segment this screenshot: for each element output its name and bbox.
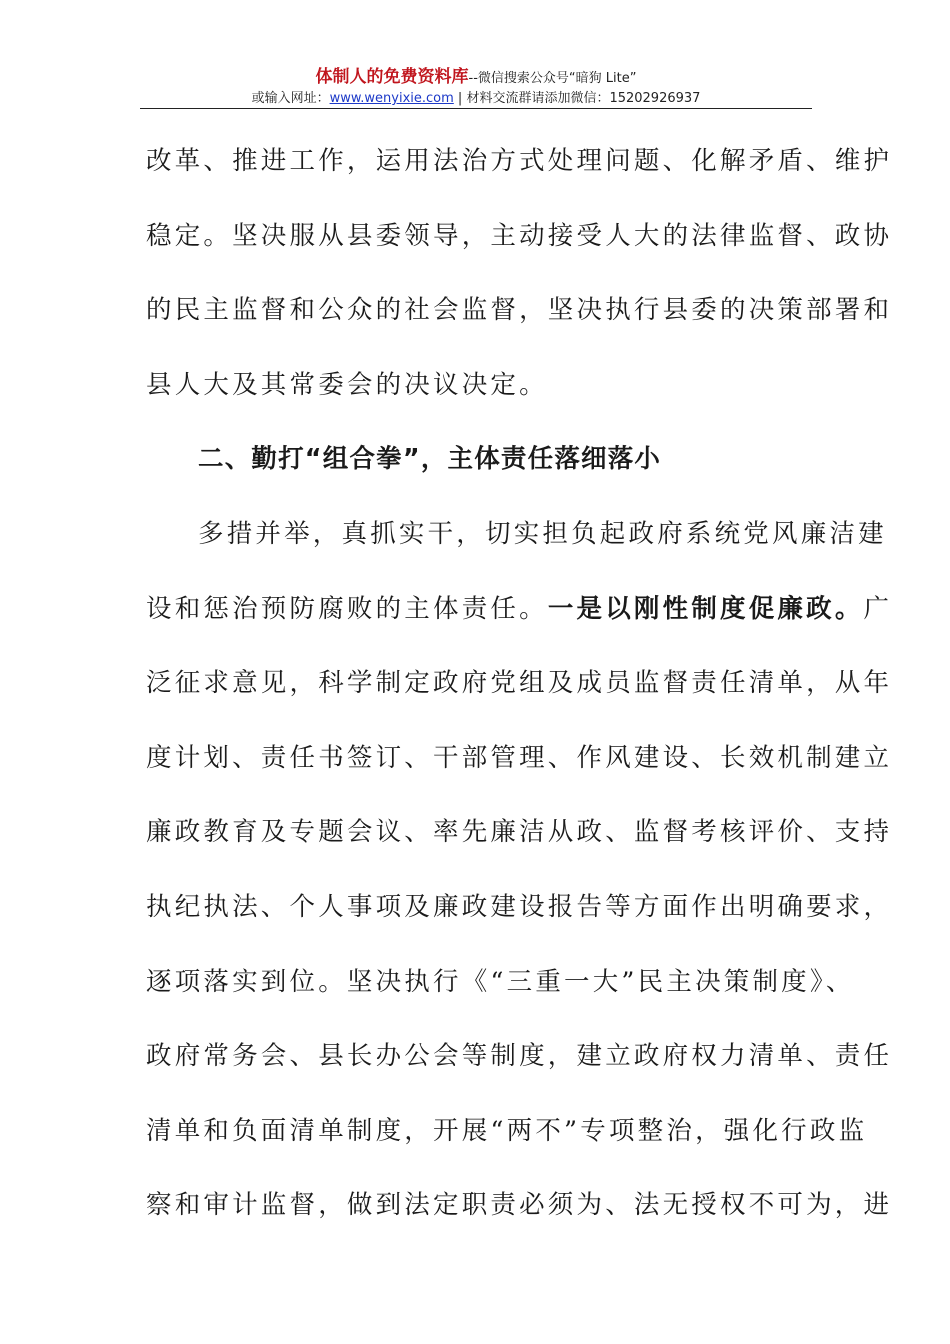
bold-lead-phrase: 一是以刚性制度促廉政。 [547, 593, 864, 624]
header-contact: | 材料交流群请添加微信：15202926937 [453, 91, 701, 106]
text-run: 设和惩治预防腐败的主体责任。 [146, 593, 548, 624]
header-line-2 [140, 90, 812, 108]
header-brand: 体制人的免费资料库 [315, 67, 469, 87]
text-line: 廉政教育及专题会议、率先廉洁从政、监督考核评价、支持 [146, 817, 893, 848]
text-run: 广 [863, 593, 893, 624]
header-line-1 [140, 66, 812, 90]
header-url-link[interactable]: www.wenyixie.com [329, 91, 454, 106]
header-divider [140, 108, 812, 109]
text-line: 政府常务会、县长办公会等制度，建立政府权力清单、责任 [146, 1041, 893, 1072]
text-line: 清单和负面清单制度，开展“两不”专项整治，强化行政监 [146, 1115, 868, 1146]
header-url-prefix: 或输入网址： [251, 91, 330, 106]
text-line: 度计划、责任书签订、干部管理、作风建设、长效机制建立 [146, 742, 893, 773]
paragraph-2 [146, 497, 893, 1243]
text-line: 多措并举，真抓实干，切实担负起政府系统党风廉洁建 [198, 518, 887, 549]
text-line: 执纪执法、个人事项及廉政建设报告等方面作出明确要求， [146, 891, 893, 922]
text-line: 改革、推进工作，运用法治方式处理问题、化解矛盾、维护 [146, 146, 893, 176]
text-line: 泛征求意见，科学制定政府党组及成员监督责任清单，从年 [146, 668, 893, 699]
section-heading: 二、勤打“组合拳”，主体责任落细落小 [198, 444, 662, 475]
text-line-mixed [146, 572, 893, 647]
paragraph-1 [146, 124, 893, 422]
document-body [146, 124, 893, 1243]
text-line: 逐项落实到位。坚决执行《“三重一大”民主决策制度》、 [146, 966, 855, 997]
text-line: 稳定。坚决服从县委领导，主动接受人大的法律监督、政协 [146, 220, 893, 251]
header-tagline: --微信搜索公众号“暗狗 Lite” [468, 71, 637, 86]
text-line: 的民主监督和公众的社会监督，坚决执行县委的决策部署和 [146, 295, 893, 326]
page-header [140, 66, 812, 108]
text-line: 县人大及其常委会的决议决定。 [146, 369, 548, 400]
text-line: 察和审计监督，做到法定职责必须为、法无授权不可为，进 [146, 1190, 893, 1221]
